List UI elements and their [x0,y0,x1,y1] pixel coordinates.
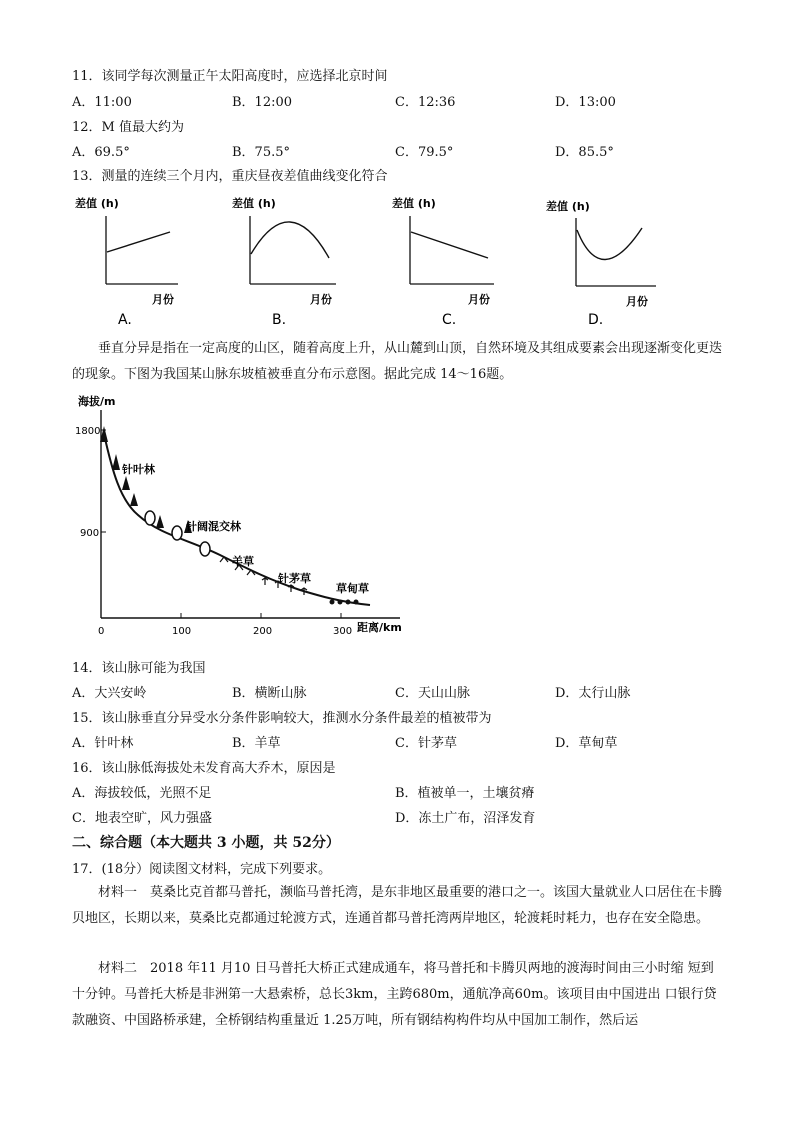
section2-heading: 二、综合题（本大题共 3 小题，共 52分） [72,835,340,851]
broadleaf-trees [145,511,210,556]
figure-xlabel: 距离/km [357,621,402,634]
xtick-200: 200 [253,626,273,637]
q13-graphs [70,190,670,330]
graph-b-curve [251,222,329,258]
xtick-100: 100 [172,626,192,637]
q12-option-c: C．79.5° [395,145,454,160]
q17-stem: 17．(18分）阅读图文材料，完成下列要求。 [72,862,332,877]
q11-option-d: D．13:00 [555,95,616,110]
zone-meadow: 草甸草 [336,582,369,595]
graph-c-letter: C. [442,312,457,328]
ytick-900: 900 [80,528,100,539]
vegetation-figure [60,390,420,640]
q14-option-d: D．太行山脉 [555,686,631,701]
zone-stipa: 针茅草 [278,572,311,585]
graph-c-xlabel: 月份 [468,293,490,306]
q11-option-a: A．11:00 [72,95,132,110]
q11-option-c: C．12:36 [395,95,456,110]
graph-d-letter: D. [588,312,604,328]
q14-option-a: A．大兴安岭 [72,686,147,701]
q15-option-d: D．草甸草 [555,736,618,751]
q12-stem: 12．M 值最大约为 [72,120,184,135]
q15-option-a: A．针叶林 [72,736,134,751]
q16-option-a: A．海拔较低，光照不足 [72,786,212,801]
q16-option-d: D．冻土广布，沼泽发育 [395,811,536,826]
graph-b-ylabel: 差值 (h) [232,197,276,210]
zone-mixed-forest: 针阔混交林 [186,520,241,533]
q16-stem: 16．该山脉低海拔处未发育高大乔木，原因是 [72,761,336,776]
q14-option-b: B．横断山脉 [232,686,307,701]
material-1: 材料一 莫桑比克首都马普托，濒临马普托湾，是东非地区最重要的港口之一。该国大量就业人口居住在卡腾贝地区，长期以来，莫桑比克都通过轮渡方式，连通首都马普托湾两岸地区，轮渡耗时耗力，也存在安全隐患。 [72,885,723,926]
q11-option-b: B．12:00 [232,95,293,110]
graph-a-xlabel: 月份 [152,293,174,306]
zone-conifer: 针叶林 [122,463,155,476]
figure-ylabel: 海拔/m [78,395,116,408]
graph-a-letter: A. [118,312,132,328]
ytick-1800: 1800 [75,426,101,437]
graph-b-xlabel: 月份 [310,293,332,306]
q14-option-c: C．天山山脉 [395,686,470,701]
graph-b [232,196,336,328]
q11-stem: 11．该同学每次测量正午太阳高度时，应选择北京时间 [72,69,388,84]
graph-a-ylabel: 差值 (h) [75,197,119,210]
graph-d-curve [577,228,642,260]
graph-d [546,199,656,328]
material-2: 材料二 2018 年11 月10 日马普托大桥正式建成通车，将马普托和卡腾贝两地的渡海时间由三小时缩 短到十分钟。马普托大桥是非洲第一大悬索桥，总长3km，主跨680m，通航净高60m。该项目由中国进出 口银行贷款融资、中国路桥承建，全桥钢结构重量近 1.25万吨，所有钢结构构件均从中国加工制作，然后运 [72,961,717,1028]
q15-stem: 15．该山脉垂直分异受水分条件影响较大，推测水分条件最差的植被带为 [72,711,492,726]
graph-d-ylabel: 差值 (h) [546,200,590,213]
q14-stem: 14．该山脉可能为我国 [72,661,206,676]
graph-a-curve [107,232,170,252]
q15-option-b: B．羊草 [232,736,281,751]
graph-c-curve [411,232,488,258]
xtick-0: 0 [98,626,105,637]
q15-option-c: C．针茅草 [395,736,457,751]
q13-stem: 13．测量的连续三个月内，重庆昼夜差值曲线变化符合 [72,169,388,184]
q16-option-b: B．植被单一，土壤贫瘠 [395,786,535,801]
intro-paragraph: 垂直分异是指在一定高度的山区，随着高度上升，从山麓到山顶，自然环境及其组成要素会出现逐渐变化更迭的现象。下图为我国某山脉东坡植被垂直分布示意图。据此完成 14～16题。 [72,341,723,382]
q12-option-b: B．75.5° [232,145,290,160]
graph-c [392,196,494,328]
graph-d-xlabel: 月份 [626,295,648,308]
graph-a [75,196,178,328]
xtick-300: 300 [333,626,353,637]
graph-b-letter: B. [272,312,287,328]
q12-option-a: A．69.5° [72,145,130,160]
graph-c-ylabel: 差值 (h) [392,197,436,210]
zone-leymus: 羊草 [232,555,254,568]
q12-option-d: D．85.5° [555,145,614,160]
q16-option-c: C．地表空旷，风力强盛 [72,811,212,826]
